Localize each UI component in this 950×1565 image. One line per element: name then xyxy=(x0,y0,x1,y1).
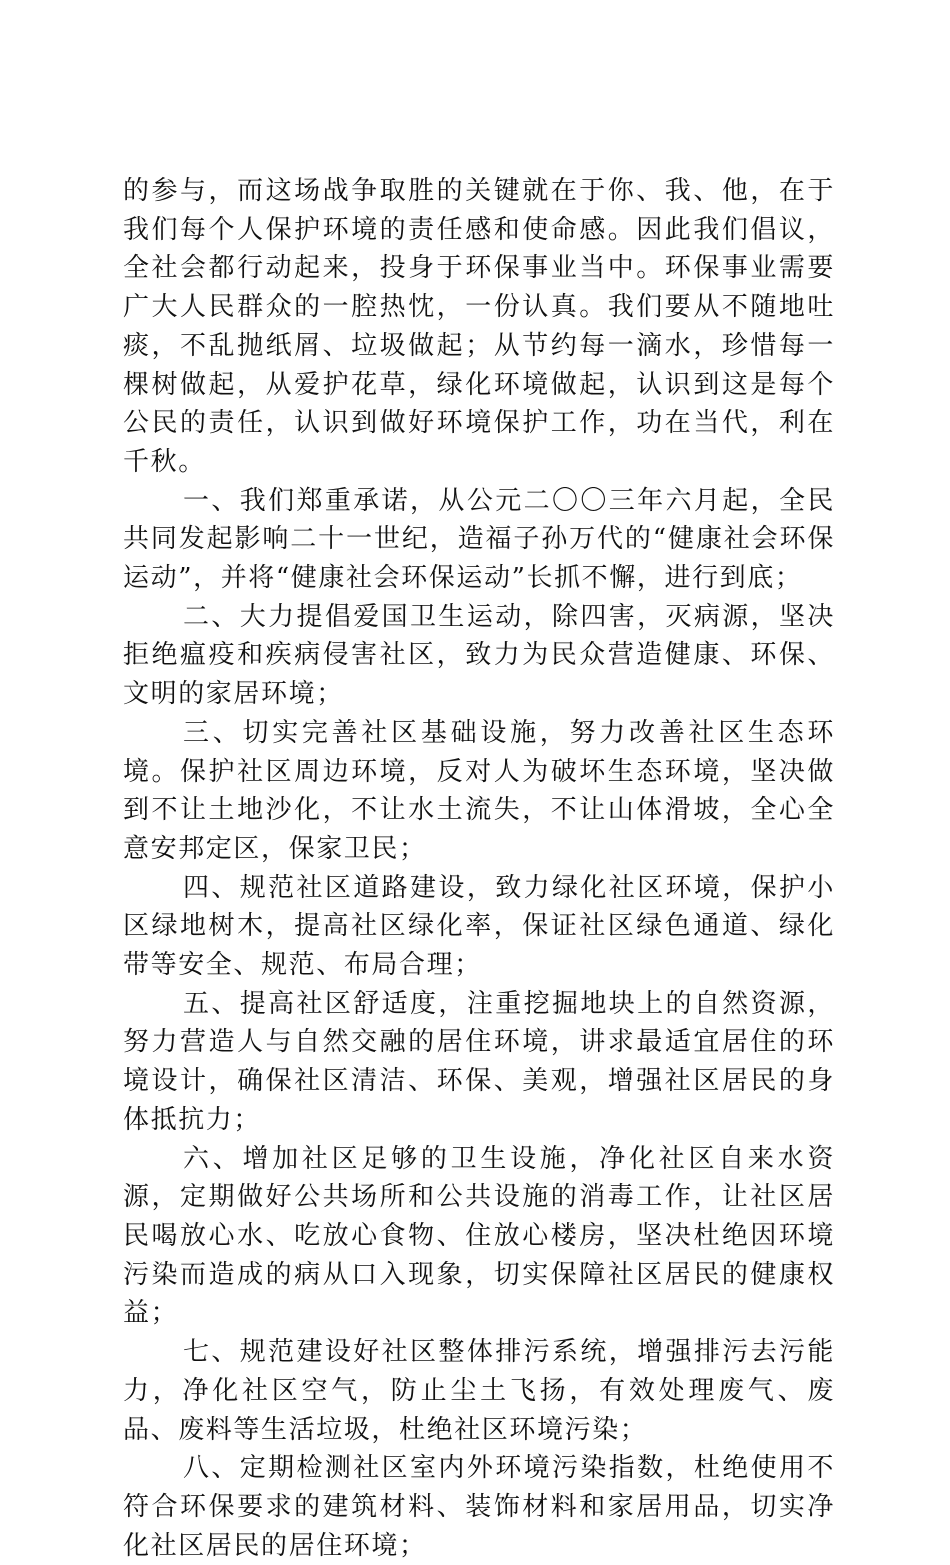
document-body xyxy=(123,172,835,1565)
paragraph-item-2: 二、大力提倡爱国卫生运动，除四害，灭病源，坚决拒绝瘟疫和疾病侵害社区，致力为民众营造健康、环保、文明的家居环境； xyxy=(123,601,835,710)
paragraph-item-8: 八、定期检测社区室内外环境污染指数，杜绝使用不符合环保要求的建筑材料、装饰材料和家居用品，切实净化社区居民的居住环境； xyxy=(123,1453,835,1561)
paragraph-item-1: 一、我们郑重承诺，从公元二〇〇三年六月起，全民共同发起影响二十一世纪，造福子孙万代的“健康社会环保运动”，并将“健康社会环保运动”长抓不懈，进行到底； xyxy=(123,485,835,594)
paragraph-item-3: 三、切实完善社区基础设施，努力改善社区生态环境。保护社区周边环境，反对人为破坏生态环境，坚决做到不让土地沙化，不让水土流失，不让山体滑坡，全心全意安邦定区，保家卫民； xyxy=(123,717,835,864)
paragraph-item-6: 六、增加社区足够的卫生设施，净化社区自来水资源，定期做好公共场所和公共设施的消毒工作，让社区居民喝放心水、吃放心食物、住放心楼房，坚决杜绝因环境污染而造成的病从口入现象，切实保障社区居民的健康权益； xyxy=(123,1143,835,1329)
paragraph-intro: 的参与，而这场战争取胜的关键就在于你、我、他，在于我们每个人保护环境的责任感和使命感。因此我们倡议，全社会都行动起来，投身于环保事业当中。环保事业需要广大人民群众的一腔热忱，一份认真。我们要从不随地吐痰，不乱抛纸屑、垃圾做起；从节约每一滴水，珍惜每一棵树做起，从爱护花草，绿化环境做起，认识到这是每个公民的责任，认识到做好环境保护工作，功在当代，利在千秋。 xyxy=(123,176,835,477)
paragraph-item-4: 四、规范社区道路建设，致力绿化社区环境，保护小区绿地树木，提高社区绿化率，保证社区绿色通道、绿化带等安全、规范、布局合理； xyxy=(123,872,835,981)
paragraph-item-7: 七、规范建设好社区整体排污系统，增强排污去污能力，净化社区空气，防止尘土飞扬，有效处理废气、废品、废料等生活垃圾，杜绝社区环境污染； xyxy=(123,1337,835,1445)
paragraph-item-5: 五、提高社区舒适度，注重挖掘地块上的自然资源，努力营造人与自然交融的居住环境，讲求最适宜居住的环境设计，确保社区清洁、环保、美观，增强社区居民的身体抵抗力； xyxy=(123,988,835,1135)
